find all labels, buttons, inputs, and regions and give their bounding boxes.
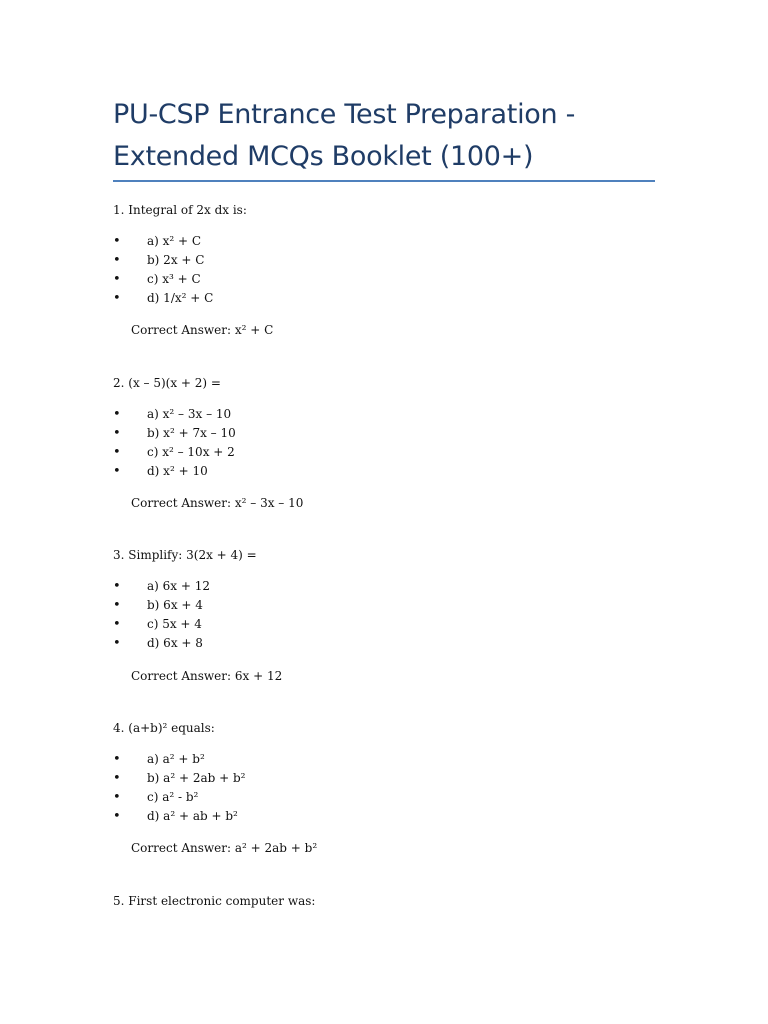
bullet-icon: • bbox=[113, 809, 121, 824]
bullet-icon: • bbox=[113, 272, 121, 287]
title-underline bbox=[113, 180, 655, 182]
bullet-icon: • bbox=[113, 234, 121, 249]
question-1-answer bbox=[131, 322, 651, 338]
option-text: d) 6x + 8 bbox=[147, 636, 203, 650]
option-text: d) 1/x² + C bbox=[147, 291, 214, 305]
option-item bbox=[113, 289, 633, 308]
option-text: a) x² – 3x – 10 bbox=[147, 407, 232, 421]
question-2-text: 2. (x – 5)(x + 2) = bbox=[113, 376, 221, 390]
answer-value: a² + 2ab + b² bbox=[234, 841, 318, 855]
option-text: a) a² + b² bbox=[147, 752, 205, 766]
question-5-text: 5. First electronic computer was: bbox=[113, 894, 316, 908]
answer-value: x² + C bbox=[234, 323, 274, 337]
option-text: d) x² + 10 bbox=[147, 464, 208, 478]
question-1-options bbox=[113, 232, 633, 308]
bullet-icon: • bbox=[113, 579, 121, 594]
option-item bbox=[113, 462, 633, 481]
option-text: d) a² + ab + b² bbox=[147, 809, 238, 823]
option-item bbox=[113, 424, 633, 443]
option-item bbox=[113, 270, 633, 289]
option-text: b) a² + 2ab + b² bbox=[147, 771, 246, 785]
option-text: c) x² – 10x + 2 bbox=[147, 445, 235, 459]
bullet-icon: • bbox=[113, 636, 121, 651]
option-text: b) 6x + 4 bbox=[147, 598, 203, 612]
bullet-icon: • bbox=[113, 291, 121, 306]
bullet-icon: • bbox=[113, 617, 121, 632]
bullet-icon: • bbox=[113, 407, 121, 422]
question-4-answer bbox=[131, 840, 651, 856]
question-4-options bbox=[113, 750, 633, 826]
answer-label: Correct Answer: bbox=[131, 669, 235, 683]
bullet-icon: • bbox=[113, 598, 121, 613]
question-3-options bbox=[113, 577, 633, 653]
option-item bbox=[113, 443, 633, 462]
answer-value: x² – 3x – 10 bbox=[234, 496, 304, 510]
option-item bbox=[113, 807, 633, 826]
option-item bbox=[113, 769, 633, 788]
bullet-icon: • bbox=[113, 752, 121, 767]
option-item bbox=[113, 596, 633, 615]
question-2-answer bbox=[131, 495, 651, 511]
option-item bbox=[113, 750, 633, 769]
bullet-icon: • bbox=[113, 790, 121, 805]
document-title: PU-CSP Entrance Test Preparation - Extended MCQs Booklet (100+) bbox=[113, 99, 576, 172]
option-text: b) 2x + C bbox=[147, 253, 205, 267]
answer-value: 6x + 12 bbox=[234, 669, 283, 683]
bullet-icon: • bbox=[113, 771, 121, 786]
bullet-icon: • bbox=[113, 464, 121, 479]
question-4-text: 4. (a+b)² equals: bbox=[113, 721, 215, 735]
option-item bbox=[113, 615, 633, 634]
option-text: c) a² - b² bbox=[147, 790, 199, 804]
question-2-options bbox=[113, 405, 633, 481]
question-3-text: 3. Simplify: 3(2x + 4) = bbox=[113, 548, 257, 562]
option-item bbox=[113, 788, 633, 807]
option-text: a) 6x + 12 bbox=[147, 579, 211, 593]
option-item bbox=[113, 577, 633, 596]
bullet-icon: • bbox=[113, 253, 121, 268]
question-3-answer bbox=[131, 668, 651, 684]
question-1-text: 1. Integral of 2x dx is: bbox=[113, 203, 247, 217]
option-item bbox=[113, 232, 633, 251]
option-text: b) x² + 7x – 10 bbox=[147, 426, 236, 440]
answer-label: Correct Answer: bbox=[131, 323, 235, 337]
answer-label: Correct Answer: bbox=[131, 841, 235, 855]
option-text: c) 5x + 4 bbox=[147, 617, 202, 631]
option-item bbox=[113, 251, 633, 270]
option-item bbox=[113, 634, 633, 653]
option-text: a) x² + C bbox=[147, 234, 202, 248]
bullet-icon: • bbox=[113, 426, 121, 441]
answer-label: Correct Answer: bbox=[131, 496, 235, 510]
option-item bbox=[113, 405, 633, 424]
option-text: c) x³ + C bbox=[147, 272, 201, 286]
bullet-icon: • bbox=[113, 445, 121, 460]
